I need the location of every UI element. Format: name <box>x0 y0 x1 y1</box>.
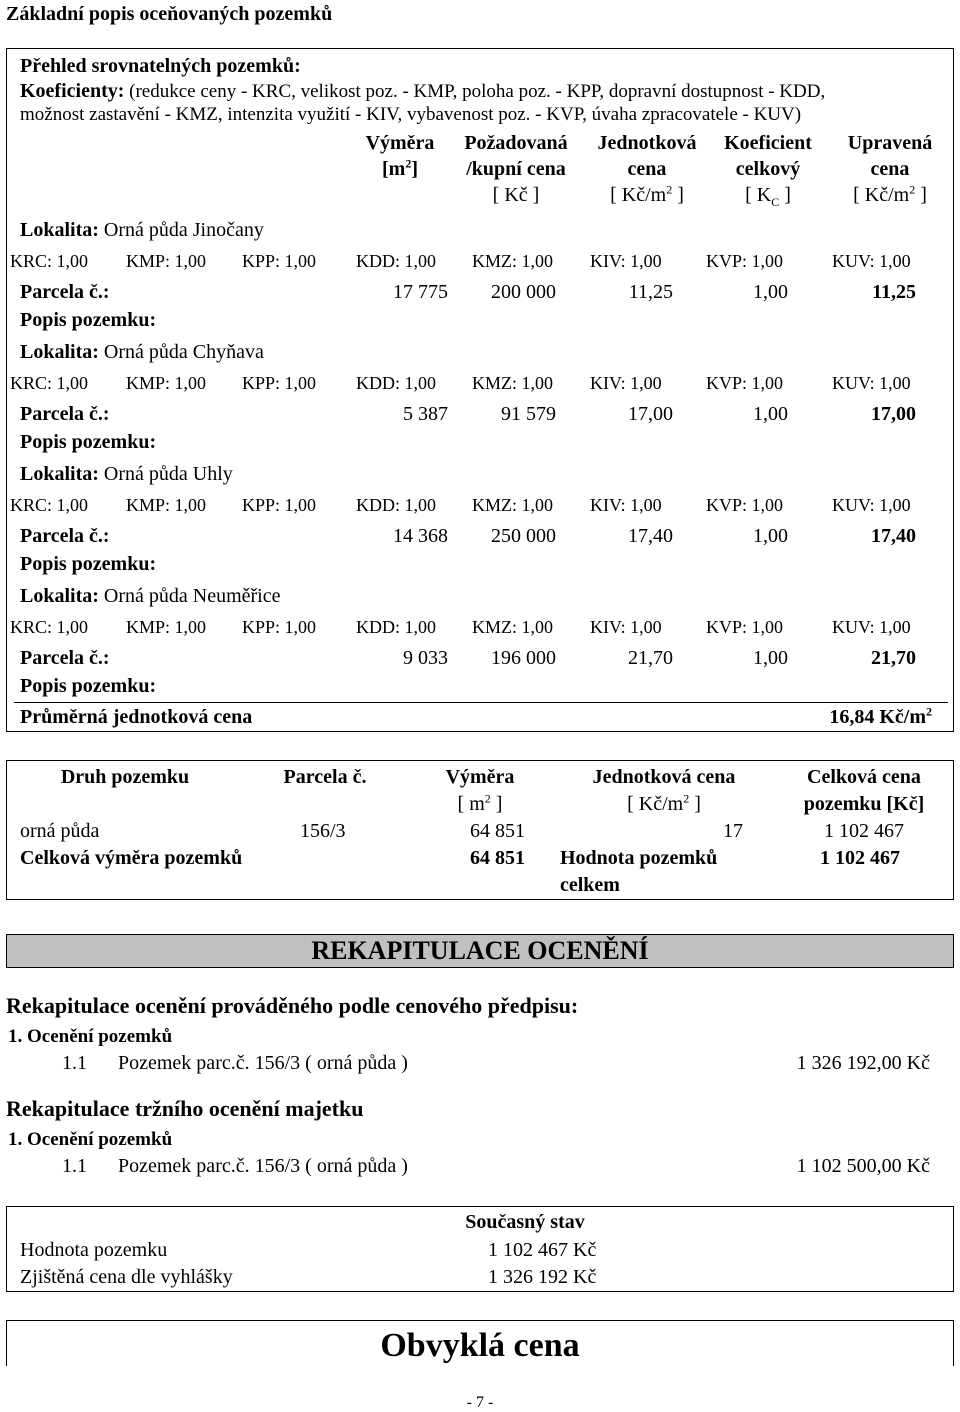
col-header-koeficient-line3: [ $K_C$ ] <box>745 184 791 209</box>
col-header-upravena <box>828 130 952 208</box>
parcel-cena: 250 000 <box>491 525 556 547</box>
coefficient-value: KUV: 1,00 <box>832 373 911 393</box>
parcel-koeficient: 1,00 <box>753 647 788 669</box>
parcel-jednotkova: 11,25 <box>628 281 673 303</box>
coefficient-value: KRC: 1,00 <box>10 495 89 515</box>
coef-text-1: (redukce ceny - KRC, velikost poz. - KMP, poloha poz. - KPP, dopravní dostupnost - KDD, <box>124 81 826 102</box>
coefficient-row <box>0 616 960 638</box>
parcel-description-label: Popis pozemku: <box>20 309 157 331</box>
recap-section1-value: 1 326 192,00 Kč <box>796 1052 930 1074</box>
parcel-jednotkova: 17,00 <box>628 403 673 425</box>
land-header-celkova <box>778 765 950 816</box>
coefficient-value: KMP: 1,00 <box>126 251 207 271</box>
land-row-celkova: 1 102 467 <box>824 820 904 842</box>
recap-section2-item: Pozemek parc.č. 156/3 ( orná půda ) <box>118 1155 408 1177</box>
coef-text-2: možnost zastavění - KMZ, intenzita využití - KIV, vybavenost poz. - KVP, úvaha zpracovatele - KUV) <box>20 104 802 125</box>
col-header-pozadovana <box>450 130 582 208</box>
recap-section2-title: Rekapitulace tržního ocenění majetku <box>6 1096 364 1121</box>
coefficient-value: KDD: 1,00 <box>356 251 436 271</box>
land-total-celkova: 1 102 467 <box>820 847 900 869</box>
col-header-koeficient-line1: Koeficient <box>724 132 812 154</box>
parcel-description-label: Popis pozemku: <box>20 431 157 453</box>
locality-title <box>20 218 264 242</box>
col-header-upravena-line1: Upravená <box>847 132 933 154</box>
coefficient-value: KPP: 1,00 <box>242 495 317 515</box>
col-header-jednotkova-line1: Jednotková <box>597 132 697 154</box>
parcel-upravena: 17,00 <box>871 403 916 425</box>
locality-name: Orná půda Neuměřice <box>103 585 281 607</box>
land-header-vymera-line2: [ $m^2$ ] <box>457 791 503 815</box>
coefficient-value: KMP: 1,00 <box>126 373 207 393</box>
locality-label: Lokalita: <box>20 585 99 607</box>
parcel-koeficient: 1,00 <box>753 281 788 303</box>
coefficient-value: KRC: 1,00 <box>10 617 89 637</box>
coefficient-value: KPP: 1,00 <box>242 373 317 393</box>
parcel-vymera: 9 033 <box>403 647 448 669</box>
land-total-label: Celková výměra pozemků <box>20 847 243 869</box>
parcel-koeficient: 1,00 <box>753 403 788 425</box>
land-header-vymera-line1: Výměra <box>445 766 515 788</box>
land-header-vymera <box>420 765 540 816</box>
state-row-value-1: 1 326 192 Kč <box>488 1266 597 1288</box>
coefficient-value: KMZ: 1,00 <box>472 251 553 271</box>
coefficient-value: KVP: 1,00 <box>706 251 784 271</box>
coefficient-value: KRC: 1,00 <box>10 373 89 393</box>
coefficient-value: KUV: 1,00 <box>832 617 911 637</box>
col-header-vymera-line2: $[m^2]$ <box>382 156 418 180</box>
parcel-cena: 200 000 <box>491 281 556 303</box>
col-header-upravena-line2: cena <box>870 158 910 180</box>
parcel-jednotkova: 17,40 <box>628 525 673 547</box>
land-header-jednotkova-line1: Jednotková cena <box>592 766 736 788</box>
state-row-label-1: Zjištěná cena dle vyhlášky <box>20 1266 233 1288</box>
coefficient-value: KIV: 1,00 <box>590 495 662 515</box>
average-value: 16,84 $Kč/m^2$ <box>829 704 932 728</box>
current-state-header: Současný stav <box>465 1211 585 1233</box>
col-header-jednotkova-line2: cena <box>627 158 667 180</box>
state-row-label-0: Hodnota pozemku <box>20 1239 168 1261</box>
locality-name: Orná půda Uhly <box>103 463 233 485</box>
col-header-koeficient <box>712 130 824 208</box>
parcel-upravena: 11,25 <box>872 281 916 303</box>
coefficient-value: KDD: 1,00 <box>356 617 436 637</box>
land-header-parcela: Parcela č. <box>283 766 367 788</box>
locality-name: Orná půda Jinočany <box>103 219 264 241</box>
recap-section2-item-num: 1.1 <box>62 1155 87 1177</box>
land-row-druh: orná půda <box>20 820 100 842</box>
coefficient-value: KVP: 1,00 <box>706 495 784 515</box>
parcel-label: Parcela č.: <box>20 403 110 425</box>
coefficient-row <box>0 250 960 272</box>
col-header-pozadovana-line2: /kupní cena <box>466 158 566 180</box>
land-total-vymera: 64 851 <box>470 847 525 869</box>
coefficient-value: KIV: 1,00 <box>590 251 662 271</box>
locality-title <box>20 340 264 364</box>
coefficients-note <box>20 80 825 103</box>
land-row-vymera: 64 851 <box>470 820 525 842</box>
coefficient-value: KIV: 1,00 <box>590 373 662 393</box>
parcel-koeficient: 1,00 <box>753 525 788 547</box>
page-number: - 7 - <box>466 1394 494 1411</box>
parcel-vymera: 14 368 <box>393 525 448 547</box>
recap-section1-item-num: 1.1 <box>62 1052 87 1074</box>
recap-section2-subtitle: 1. Ocenění pozemků <box>8 1129 173 1150</box>
locality-label: Lokalita: <box>20 463 99 485</box>
state-row-value-0: 1 102 467 Kč <box>488 1239 597 1261</box>
land-header-druh: Druh pozemku <box>60 766 190 788</box>
recap-section1-item: Pozemek parc.č. 156/3 ( orná půda ) <box>118 1052 408 1074</box>
coefficient-value: KMZ: 1,00 <box>472 495 553 515</box>
locality-title <box>20 462 233 486</box>
parcel-label: Parcela č.: <box>20 647 110 669</box>
locality-name: Orná půda Chyňava <box>103 341 264 363</box>
page-title: Základní popis oceňovaných pozemků <box>6 3 333 25</box>
overview-heading: Přehled srovnatelných pozemků: <box>20 55 301 77</box>
land-row-jednotkova: 17 <box>723 820 743 842</box>
parcel-description-label: Popis pozemku: <box>20 675 157 697</box>
parcel-upravena: 17,40 <box>871 525 916 547</box>
col-header-pozadovana-line3: [ Kč ] <box>492 184 540 206</box>
usual-price-title: Obvyklá cena <box>380 1327 580 1364</box>
parcel-label: Parcela č.: <box>20 525 110 547</box>
coefficient-value: KUV: 1,00 <box>832 251 911 271</box>
coefficient-value: KPP: 1,00 <box>242 251 317 271</box>
parcel-cena: 91 579 <box>501 403 556 425</box>
land-header-jednotkova <box>560 765 768 816</box>
coefficient-value: KRC: 1,00 <box>10 251 89 271</box>
land-total-hodnota-line1: Hodnota pozemků <box>560 847 718 869</box>
col-header-vymera <box>350 130 450 182</box>
col-header-jednotkova <box>582 130 712 208</box>
locality-label: Lokalita: <box>20 219 99 241</box>
parcel-jednotkova: 21,70 <box>628 647 673 669</box>
land-total-hodnota <box>560 846 717 897</box>
recap-banner-title: REKAPITULACE OCENĚNÍ <box>311 936 649 965</box>
land-header-celkova-line2: pozemku [Kč] <box>803 793 925 815</box>
average-label: Průměrná jednotková cena <box>20 706 253 728</box>
parcel-cena: 196 000 <box>491 647 556 669</box>
coefficient-value: KMZ: 1,00 <box>472 617 553 637</box>
land-header-jednotkova-line2: [ $Kč/m^2$ ] <box>627 791 701 815</box>
coefficient-row <box>0 494 960 516</box>
coef-label: Koeficienty: <box>20 80 125 102</box>
land-row-parcela: 156/3 <box>300 820 346 842</box>
coefficient-value: KMP: 1,00 <box>126 495 207 515</box>
coefficient-value: KPP: 1,00 <box>242 617 317 637</box>
parcel-upravena: 21,70 <box>871 647 916 669</box>
col-header-pozadovana-line1: Požadovaná <box>464 132 568 154</box>
parcel-label: Parcela č.: <box>20 281 110 303</box>
average-divider <box>14 702 948 703</box>
coefficient-value: KDD: 1,00 <box>356 373 436 393</box>
coefficient-value: KVP: 1,00 <box>706 373 784 393</box>
coefficient-row <box>0 372 960 394</box>
parcel-vymera: 5 387 <box>403 403 448 425</box>
parcel-vymera: 17 775 <box>393 281 448 303</box>
coefficient-value: KMP: 1,00 <box>126 617 207 637</box>
locality-title <box>20 584 281 608</box>
coefficient-value: KUV: 1,00 <box>832 495 911 515</box>
col-header-koeficient-line2: celkový <box>735 158 801 180</box>
coefficient-value: KDD: 1,00 <box>356 495 436 515</box>
coefficient-value: KMZ: 1,00 <box>472 373 553 393</box>
parcel-description-label: Popis pozemku: <box>20 553 157 575</box>
col-header-vymera-line1: Výměra <box>365 132 435 154</box>
locality-label: Lokalita: <box>20 341 99 363</box>
land-total-hodnota-line2: celkem <box>560 874 620 896</box>
land-header-celkova-line1: Celková cena <box>807 766 921 788</box>
coefficient-value: KVP: 1,00 <box>706 617 784 637</box>
recap-section1-title: Rekapitulace ocenění prováděného podle cenového předpisu: <box>6 993 579 1018</box>
coefficient-value: KIV: 1,00 <box>590 617 662 637</box>
col-header-jednotkova-line3: [ $Kč/m^2$ ] <box>610 182 684 206</box>
col-header-upravena-line3: [ $Kč/m^2$ ] <box>853 182 927 206</box>
recap-section1-subtitle: 1. Ocenění pozemků <box>8 1026 173 1047</box>
recap-section2-value: 1 102 500,00 Kč <box>796 1155 930 1177</box>
